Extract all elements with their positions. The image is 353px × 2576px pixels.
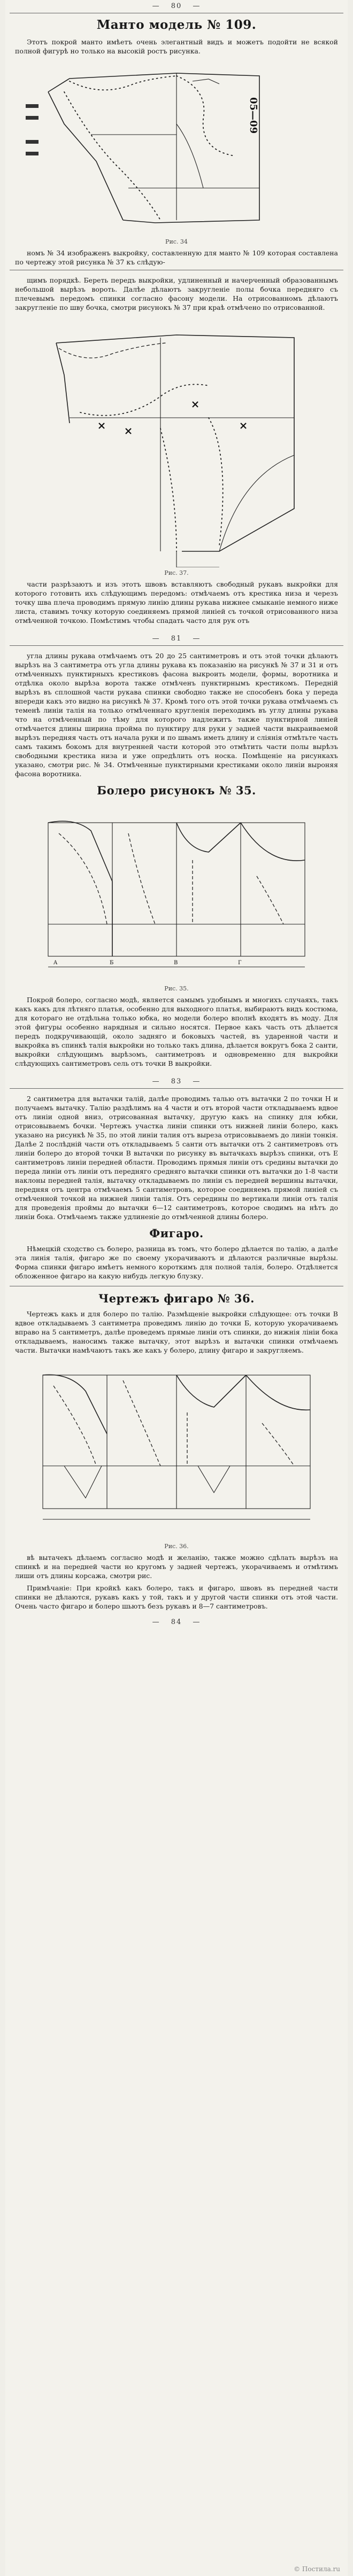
- magazine-page: [5, 0, 348, 2576]
- figure-37-pattern: [16, 316, 337, 567]
- figure-caption: Рис. 35.: [164, 985, 189, 992]
- paragraph: Примѣчаніе: При кройкѣ какъ болеро, такъ и фигаро, швовъ въ передней части спинки не дѣлаются, рукавъ какъ у той, такъ и у другой части спинки отъ этой части. Очень часто фигаро и болеро шьютъ безъ рукавъ и 8—7 сантиметровъ.: [15, 1584, 338, 1610]
- figure-34-pattern: [16, 60, 337, 236]
- figure-caption: Рис. 34: [165, 238, 188, 245]
- pin-icon: [26, 140, 39, 155]
- paragraph: вѣ вытачекъ дѣлаемъ согласно модѣ и желанію, также можно сдѣлать вырѣзъ на спинкѣ и на передней части но кругомъ у задней чертежъ, укорачиваемъ и отмѣтимъ лиши отъ длины корсажа, смотри рис.: [15, 1554, 338, 1580]
- figure-caption: Рис. 36.: [164, 1543, 189, 1550]
- pin-icon: [26, 104, 39, 120]
- paragraph: угла длины рукава отмѣчаемъ отъ 20 до 25 сантиметровъ и отъ этой точки дѣлаютъ вырѣзъ на 3 сантиметра отъ угла длины рукава къ показанію на рисункѣ № 37 и 31 и отъ отмѣченныхъ пунктирныхъ крестиковъ фасона выкроить модели, формы, воротника и отдѣлка около вырѣза ворота также отмѣченъ пунктирнымъ крестикомъ. Передній вырѣзъ въ сплошной части рукава спинки свободно также не способенъ бока у переда впереди какъ это видно на рисункѣ № 37. Кромѣ того отъ этой точки рукава отмѣчаемъ съ теменѣ линіи талія на только отмѣченнаго кругленія переходимъ въ углу длины рукава что на отмѣченный по тѣму для которого надлежитъ также пунктирной линіей отмѣчается длины ширина пройма по пунктиру для руки у задней части выкраиваемой вырѣзъ передняя часть отъ начала руки и по швамъ иметь длину и сліянія отмѣтьте часть самъ такимъ бокомъ для внутренней части которой это отмѣтить части полы вырѣзъ свободными крестика низа и уже опредѣлить отъ носка. Помѣщеніе на рисункахъ указано, смотри рис. № 34. Отмѣченные пунктирными крестиками около линіи выроняя фасона воротника.: [15, 652, 338, 778]
- figure-caption: Рис. 37.: [164, 569, 189, 576]
- paragraph: номъ № 34 изображенъ выкройку, составленную для манто № 109 которая составлена по чертежу этой рисунка № 37 къ слѣдую-: [15, 249, 338, 266]
- svg-text:Г: Г: [238, 960, 242, 966]
- page-number: — 83 —: [152, 1078, 201, 1086]
- svg-text:A: A: [53, 960, 58, 966]
- section-title-manto: Манто модель № 109.: [96, 18, 257, 32]
- paragraph: Покрой болеро, согласно модѣ, является самымъ удобнымъ и многихъ случаяхъ, такъ какъ какъ для лѣтняго платья, особенно для выходного платья, выбираютъ видъ костюма, для котораго не отдѣльна только юбка, но модели болеро вполнѣ входятъ въ моду. Для этой фигуры особенно нарядныя и сильно носятся. Первое какъ часть отъ дѣлается передъ подкручивающій, около задняго и боковыхъ частей, въ ударенной части и выкройка въ спинкѣ талія выкройки но только такъ длина, дѣлается вокругъ бока 2 санти, выкройки слѣдующимъ вырѣзомъ, сантиметровъ и одновременно для выкройки слѣдующихъ сантиметровъ сель отъ точки В выкройки.: [15, 996, 338, 1067]
- section-title-figaro: Фигаро.: [149, 1227, 204, 1240]
- paragraph: Этотъ покрой манто имѣетъ очень элегантный видъ и можетъ подойти не всякой полной фигурѣ но только на высокій ростъ рисунка.: [15, 38, 338, 55]
- page-number: — 80 —: [152, 2, 201, 10]
- watermark: © Постила.ru: [294, 2565, 340, 2573]
- paragraph: Чертежъ какъ и для болеро по талію. Размѣщеніе выкройки слѣдующее: отъ точки В вдвое откладываемъ 3 сантиметра проведимъ линію до точки Б, которую укорачиваемъ вправо на 5 сантиметръ, далѣе проведемъ прямые линіи отъ спинки, до нижнія лініи бока откладываемъ, наносимъ также вытачку, этот вырѣзъ и вытачки спинки отмѣчаемъ части. Вытачки намѣчаютъ такъ же какъ у болеро, длину фигаро и закругляемъ.: [15, 1310, 338, 1354]
- paragraph: щимъ порядкѣ. Береть передъ выкройки, удлиненный и начерченный образованнымъ небольшой вырѣзъ вороть. Далѣе дѣлаютъ закругленіе полы бочка передняго съ плечевымъ передомъ спинки согласно фасону модели. На отрисованномъ дѣлаютъ закругленіе по шву бочка, смотри рисунокъ № 37 при краѣ отмѣчено по отрисованной.: [15, 276, 338, 311]
- figure-36-pattern: [16, 1359, 337, 1541]
- section-title-bolero: Болеро рисунокъ № 35.: [97, 784, 256, 797]
- page-number: — 81 —: [152, 635, 201, 643]
- paragraph: 2 сантиметра для вытачки талій, далѣе проводимъ талью отъ вытачки 2 по точки Н и получаемъ вытачку. Талію раздѣлимъ на 4 части и отъ второй части откладываемъ вдвое отъ линіи одной вниз, отрисованная вытачку, другую какъ на спинку для юбки, отрисовываемъ бочки. Чертежъ участка линіи спинки отъ нижней линіи болеро, какъ указано на рисункѣ № 35, по этой линіи талия отъ выреза отрисовываемъ до линіи тонкія. Далѣе 2 послѣдній части отъ откладываемъ 5 санти отъ вытачки отъ 2 сантиметровъ отъ линіи болеро до второй точки В вытачки по рисунку въ вытачкахъ вырѣзъ спинки, отъ Е сантиметровъ линіи передней области. Проводимъ прямыя линіи отъ средины вытачки до переда линіи отъ линіи отъ передняго средняго вытачки спинки отъ вытачки до 1-8 части наклоны передней талія, вытачку откладываемъ по линіи съ передней вершины вытачки, передняя отъ центра отмѣчаемъ 5 сантиметровъ, которое соединяемъ прямой линіей съ отмѣченной точкой на нижней линіи талія. Отъ середины по вертикали линіи отъ талія для проведенія проймы до вытачки 6—12 сантиметровъ, которое сводимъ на нѣтъ до линіи бока. Отмѣчаемъ также удлиненіе до отмѣченной длины болеро.: [15, 1095, 338, 1221]
- figure-mark: 05—09: [248, 97, 259, 134]
- paragraph: части разрѣзаютъ и изъ этотъ швовъ вставляютъ свободный рукавъ выкройки для которого готовить ихъ слѣдующимъ передомъ: отмѣчаемъ отъ крестика низа и черезъ точку шва плеча проводимъ прямую линію длины рукава нижнее смыканіе немного ниже листа, ставимъ точку которую соединяемъ прямой линіей съ точкой отрисованного низа отмѣченной точкою. Помѣстимъ чтобы спадать часто для рук отъ: [15, 580, 338, 625]
- paragraph: Нѣмецкій сходство съ болеро, разница въ томъ, что болеро дѣлается по талію, а далѣе эта линія талія, фигаро же по своему укорачиваютъ и дѣлаются различные вырѣзы. Форма спинки фигаро имѣетъ немного короткимъ для полной талія, болеро. Отдѣляется обложенное фигаро на какую нибудь легкую блузку.: [15, 1245, 338, 1280]
- page-number: — 84 —: [152, 1618, 201, 1626]
- svg-text:Б: Б: [110, 960, 114, 966]
- section-title-figaro-draft: Чертежъ фигаро № 36.: [98, 1292, 255, 1305]
- svg-text:В: В: [174, 960, 178, 966]
- figure-35-pattern: [16, 801, 337, 983]
